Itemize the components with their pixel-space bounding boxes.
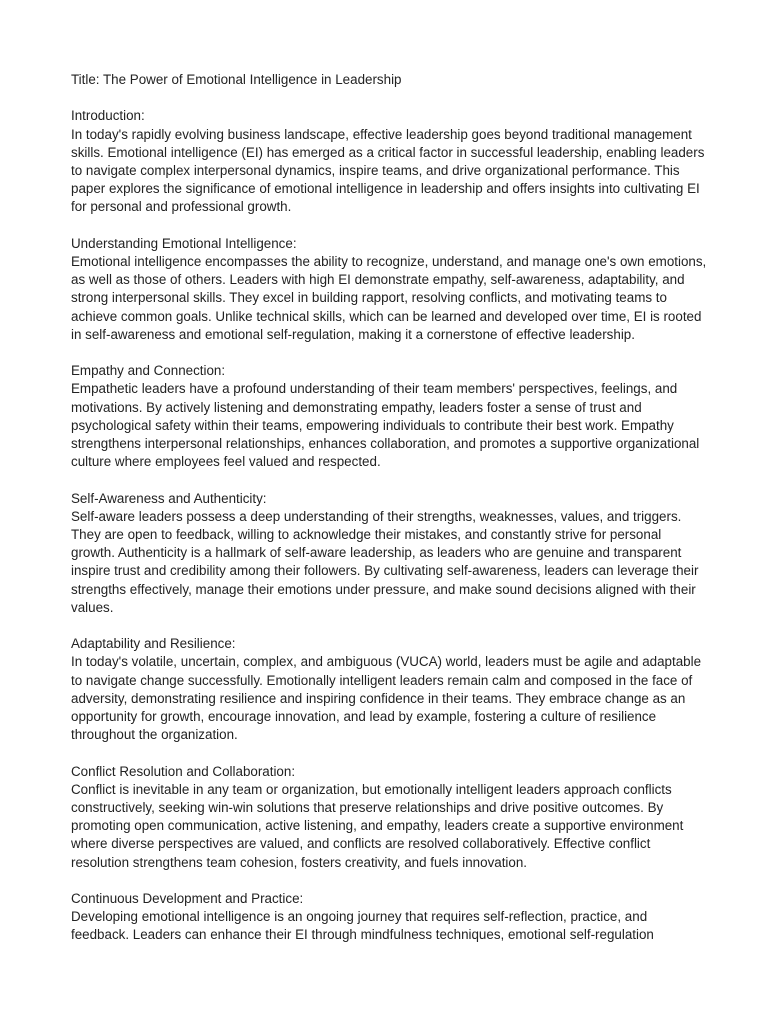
body-line: strengths effectively, manage their emotions under pressure, and make sound decisions aligned with their [71, 581, 696, 597]
body-line: paper explores the significance of emotional intelligence in leadership and offers insights into cultivating EI [71, 181, 700, 197]
body-line: opportunity for growth, encourage innovation, and lead by example, fostering a culture of resilience [71, 709, 657, 725]
section-heading: Adaptability and Resilience: [71, 636, 236, 652]
body-line: as well as those of others. Leaders with high EI demonstrate empathy, self-awareness, adaptability, and [71, 272, 685, 288]
section-heading: Continuous Development and Practice: [71, 891, 304, 907]
section-conflict-resolution [71, 763, 701, 872]
body-line: adversity, demonstrating resilience and inspiring confidence in their teams. They embrace change as an [71, 690, 686, 706]
section-heading: Understanding Emotional Intelligence: [71, 235, 297, 251]
body-line: where diverse perspectives are valued, and conflicts are resolved collaboratively. Effective conflict [71, 836, 651, 852]
body-line: inspire trust and credibility among their followers. By cultivating self-awareness, leaders can leverage their [71, 563, 699, 579]
body-line: Developing emotional intelligence is an ongoing journey that requires self-reflection, practice, and [71, 909, 648, 925]
body-line: strong interpersonal skills. They excel in building rapport, resolving conflicts, and motivating teams to [71, 290, 667, 306]
section-understanding-ei [71, 235, 707, 344]
body-line: resolution strengthens team cohesion, fosters creativity, and fuels innovation. [71, 854, 528, 870]
body-line: in self-awareness and emotional self-regulation, making it a cornerstone of effective leadership. [71, 326, 635, 342]
body-line: They are open to feedback, willing to acknowledge their mistakes, and constantly strive for personal [71, 527, 662, 543]
body-line: motivations. By actively listening and demonstrating empathy, leaders foster a sense of trust and [71, 399, 642, 415]
body-line: throughout the organization. [71, 727, 238, 743]
body-line: for personal and professional growth. [71, 199, 292, 215]
body-line: strengthens interpersonal relationships, enhances collaboration, and promotes a supportive organizational [71, 436, 700, 452]
section-heading: Introduction: [71, 108, 145, 124]
body-line: to navigate change successfully. Emotionally intelligent leaders remain calm and composed in the face of [71, 672, 693, 688]
body-line: values. [71, 599, 114, 615]
body-line: promoting open communication, active listening, and empathy, leaders create a supportive environment [71, 818, 684, 834]
body-line: constructively, seeking win-win solutions that preserve relationships and drive positive outcomes. By [71, 800, 664, 816]
body-line: skills. Emotional intelligence (EI) has emerged as a critical factor in successful leadership, enabling leaders [71, 144, 705, 160]
section-continuous-development [71, 890, 701, 945]
document-page [71, 71, 707, 963]
body-line: culture where employees feel valued and respected. [71, 454, 381, 470]
section-empathy [71, 362, 701, 471]
section-heading: Self-Awareness and Authenticity: [71, 490, 267, 506]
body-line: In today's rapidly evolving business landscape, effective leadership goes beyond traditional management [71, 126, 692, 142]
body-line: feedback. Leaders can enhance their EI through mindfulness techniques, emotional self-regulation [71, 927, 654, 943]
body-line: growth. Authenticity is a hallmark of self-aware leadership, as leaders who are genuine and transparent [71, 545, 682, 561]
section-heading: Conflict Resolution and Collaboration: [71, 763, 296, 779]
document-title: Title: The Power of Emotional Intelligence in Leadership [71, 72, 402, 87]
body-line: Emotional intelligence encompasses the ability to recognize, understand, and manage one's own emotions, [71, 254, 707, 269]
section-adaptability [71, 635, 701, 744]
section-self-awareness [71, 490, 701, 617]
body-line: to navigate complex interpersonal dynamics, inspire teams, and drive organizational performance. This [71, 163, 680, 178]
body-line: In today's volatile, uncertain, complex, and ambiguous (VUCA) world, leaders must be agile and adaptable [71, 654, 702, 670]
body-line: achieve common goals. Unlike technical skills, which can be learned and developed over time, EI is rooted [71, 308, 702, 324]
body-line: Conflict is inevitable in any team or organization, but emotionally intelligent leaders approach conflicts [71, 781, 672, 797]
section-heading: Empathy and Connection: [71, 363, 226, 379]
body-line: psychological safety within their teams, empowering individuals to contribute their best work. Empathy [71, 417, 674, 433]
section-introduction [71, 107, 705, 216]
body-line: Empathetic leaders have a profound understanding of their team members' perspectives, feelings, and [71, 381, 678, 397]
body-line: Self-aware leaders possess a deep understanding of their strengths, weaknesses, values, and triggers. [71, 508, 682, 524]
